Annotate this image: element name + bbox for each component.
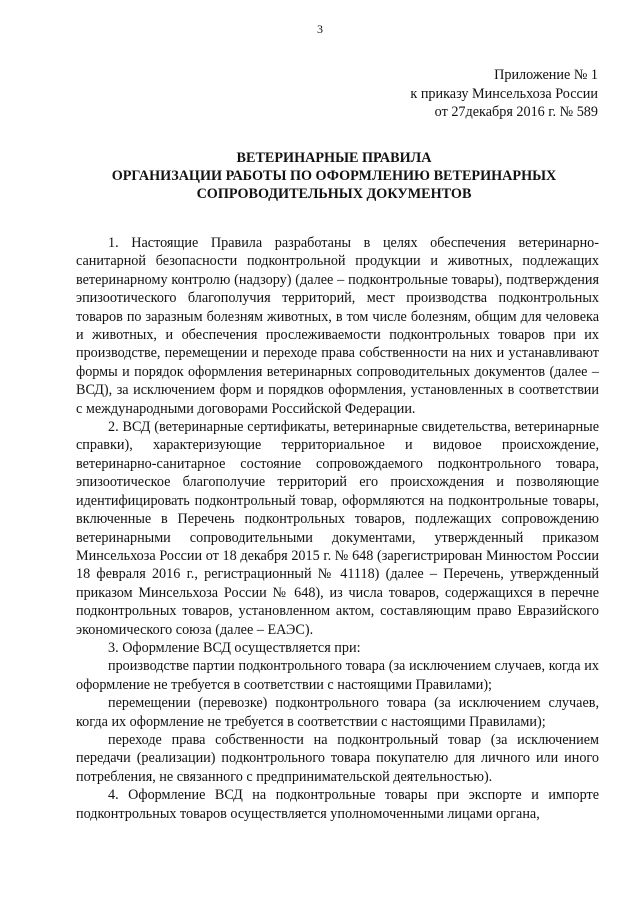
paragraph-3-item-2: перемещении (перевозке) подконтрольного товара (за исключением случаев, когда их оформление не требуется в соответствии с настоящими Правилами);	[76, 695, 599, 730]
paragraph-4: 4. Оформление ВСД на подконтрольные товары при экспорте и импорте подконтрольных товаров осуществляется уполномоченными лицами органа,	[76, 787, 599, 822]
paragraph-3-item-1: производстве партии подконтрольного товара (за исключением случаев, когда их оформление не требуется в соответствии с настоящими Правилами);	[76, 658, 599, 693]
paragraph-3: 3. Оформление ВСД осуществляется при:	[108, 639, 361, 656]
paragraph-2: 2. ВСД (ветеринарные сертификаты, ветеринарные свидетельства, ветеринарные справки), характеризующие территориальное и видовое происхождение, ветеринарно-санитарное состояние сопровождаемого подконтрольного товара, эпизоотическое благополучие территорий его происхождения и позволяющие идентифицировать подконтрольный товар, оформляются на подконтрольные товары, включенные в Перечень подконтрольных товаров, подлежащих сопровождению ветеринарными сопроводительными документами, утвержденный приказом Минсельхоза России от 18 декабря 2015 г. № 648 (зарегистрирован Минюстом России 18 февраля 2016 г., регистрационный № 41118) (далее – Перечень, утвержденный приказом Минсельхоза России № 648), из числа товаров, содержащихся в перечне подконтрольных товаров, установленном актом, составляющим право Евразийского экономического союза (далее – ЕАЭС).	[76, 419, 599, 638]
title-line-3: СОПРОВОДИТЕЛЬНЫХ ДОКУМЕНТОВ	[196, 186, 472, 202]
document-body	[76, 234, 599, 823]
title-line-1: ВЕТЕРИНАРНЫЕ ПРАВИЛА	[236, 150, 432, 166]
appendix-header	[410, 66, 598, 122]
page-number: 3	[317, 22, 323, 36]
paragraph-3-item-3: переходе права собственности на подконтрольный товар (за исключением передачи (реализации) подконтрольного товара покупателю для личного или иного потребления, не связанного с предпринимательской деятельностью).	[76, 731, 599, 785]
paragraph-1: 1. Настоящие Правила разработаны в целях обеспечения ветеринарно-санитарной безопасности подконтрольной продукции и животных, подлежащих ветеринарному контролю (надзору) (далее – подконтрольные товары), подтверждения эпизоотического благополучия территорий, мест производства подконтрольных товаров по заразным болезням животных, в том числе болезням, общим для человека и животных, и обеспечения прослеживаемости подконтрольных товаров при их производстве, перемещении и переходе права собственности на них и устанавливают формы и порядок оформления ветеринарных сопроводительных документов (далее – ВСД), за исключением форм и порядков оформления, установленных в соответствии с международными договорами Российской Федерации.	[76, 235, 599, 417]
appendix-line-1: Приложение № 1	[494, 67, 598, 83]
appendix-line-2: к приказу Минсельхоза России	[410, 85, 598, 102]
document-title	[60, 149, 608, 203]
appendix-line-3: от 27декабря 2016 г. № 589	[434, 104, 598, 120]
title-line-2: ОРГАНИЗАЦИИ РАБОТЫ ПО ОФОРМЛЕНИЮ ВЕТЕРИНАРНЫХ	[111, 168, 557, 184]
